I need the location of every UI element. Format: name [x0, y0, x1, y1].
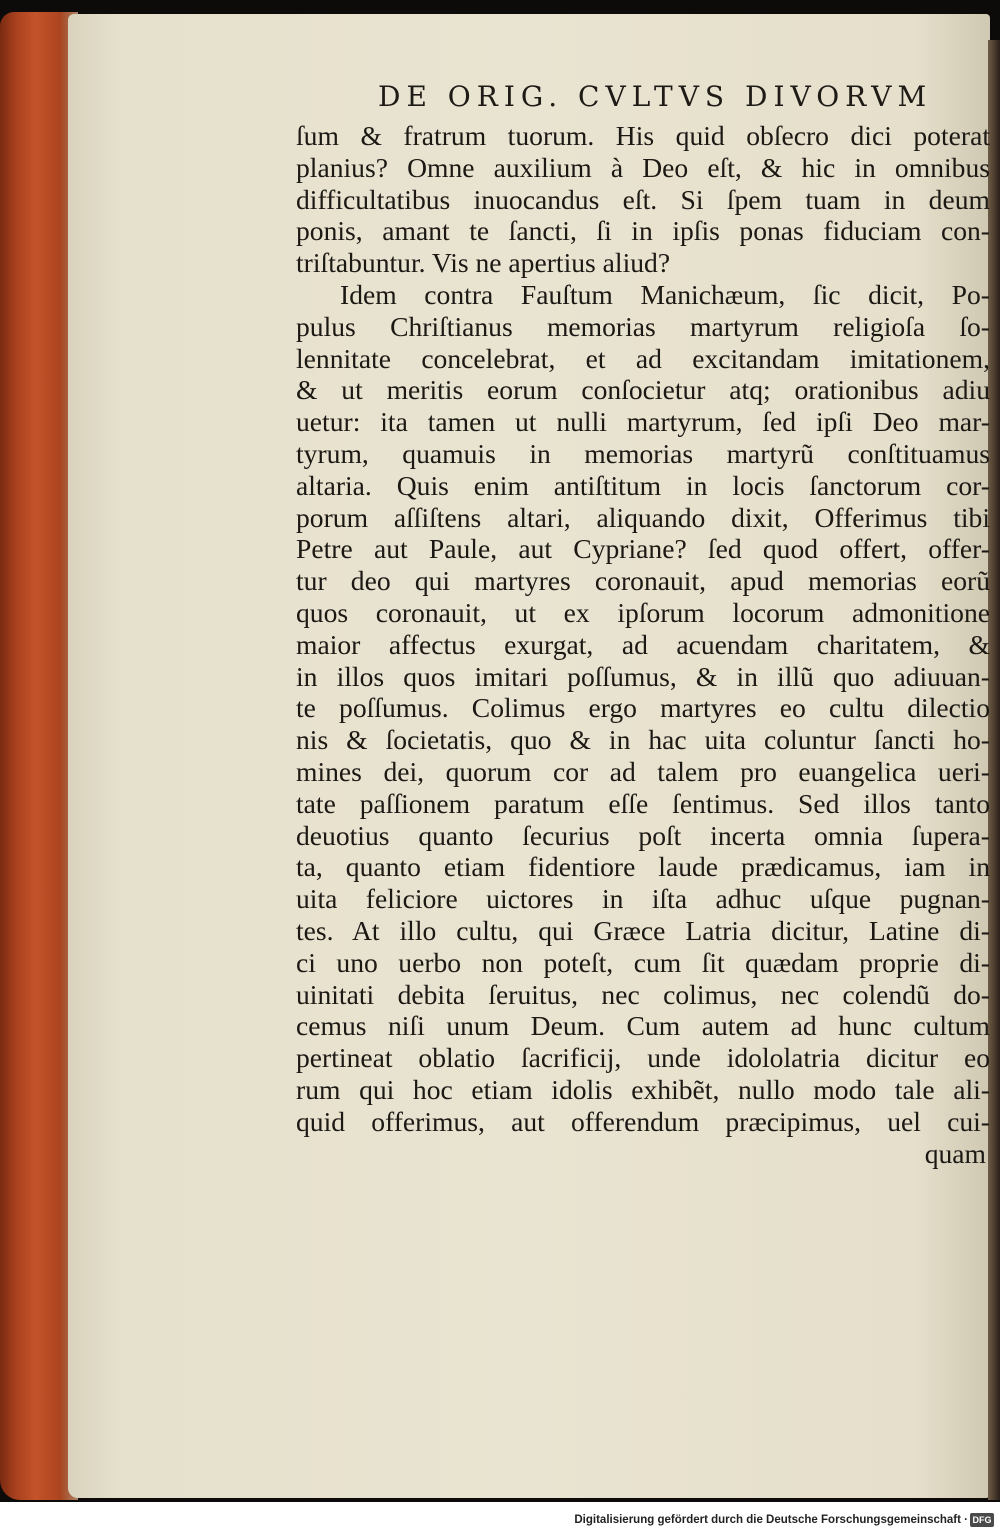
text-line: tyrum, quamuis in memorias martyrũ conſtituamus — [296, 437, 990, 469]
red-page-edge — [0, 12, 78, 1500]
text-line: ponis, amant te ſancti, ſi in ipſis ponas fiduciam con- — [296, 215, 990, 247]
text-line: porum aſſiſtens altari, aliquando dixit, Offerimus tibi — [296, 501, 990, 533]
text-line: tes. At illo cultu, qui Græce Latria dicitur, Latine di- — [296, 914, 990, 946]
text-line: ſum & fratrum tuorum. His quid obſecro dici poterat — [296, 120, 990, 151]
text-line: Petre aut Paule, aut Cypriane? ſed quod offert, offer- — [296, 533, 990, 565]
text-line: nis & ſocietatis, quo & in hac uita coluntur ſancti ho- — [296, 724, 990, 756]
text-line: Idem contra Fauſtum Manichæum, ſic dicit, Po- — [340, 278, 990, 310]
text-line: lennitate concelebrat, et ad excitandam imitationem, — [296, 342, 990, 374]
text-line: ta, quanto etiam fidentiore laude prædicamus, iam in — [296, 851, 990, 883]
text-line: cemus niſi unum Deum. Cum autem ad hunc cultum — [296, 1010, 990, 1042]
footer-bar — [0, 1502, 1000, 1532]
text-line: deuotius quanto ſecurius poſt incerta omnia ſupera- — [296, 819, 990, 851]
text-line: tate paſſionem paratum eſſe ſentimus. Sed illos tanto — [296, 787, 990, 819]
text-line: difficultatibus inuocandus eſt. Si ſpem tuam in deum — [296, 183, 990, 215]
text-line: uinitati debita ſeruitus, nec colimus, nec colendũ do- — [296, 978, 990, 1010]
text-line: uita feliciore uictores in iſta adhuc uſque pugnan- — [296, 883, 990, 915]
text-line: mines dei, quorum cor ad talem pro euangelica ueri- — [296, 755, 990, 787]
text-line: rum qui hoc etiam idolis exhibẽt, nullo modo tale ali- — [296, 1073, 990, 1105]
text-line: quid offerimus, aut offerendum præcipimus, uel cui- — [296, 1105, 990, 1137]
text-line: planius? Omne auxilium à Deo eſt, & hic in omnibus — [296, 151, 990, 183]
text-line: in illos quos imitari poſſumus, & in illũ quo adiuuan- — [296, 660, 990, 692]
text-line: ci uno uerbo non poteſt, cum ſit quædam proprie di- — [296, 946, 990, 978]
text-line: & ut meritis eorum conſocietur atq; orationibus adiu — [296, 374, 990, 406]
footer-credit: Digitalisierung gefördert durch die Deutsche Forschungsgemeinschaft · — [574, 1514, 968, 1526]
text-line: pertineat oblatio ſacrificij, unde idololatria dicitur eo — [296, 1042, 990, 1074]
text-line: quos coronauit, ut ex ipſorum locorum admonitione — [296, 596, 990, 628]
text-line: triſtabuntur. Vis ne apertius aliud? — [296, 247, 671, 279]
body-text — [296, 120, 990, 1169]
catchword: quam — [924, 1137, 986, 1169]
text-line: uetur: ita tamen ut nulli martyrum, ſed ipſi Deo mar- — [296, 406, 990, 438]
text-line: pulus Chriſtianus memorias martyrum religioſa ſo- — [296, 310, 990, 342]
text-line: maior affectus exurgat, ad acuendam charitatem, & — [296, 628, 990, 660]
text-line: te poſſumus. Colimus ergo martyres eo cultu dilectio — [296, 692, 990, 724]
text-line: tur deo qui martyres coronauit, apud memorias eorũ — [296, 565, 990, 597]
text-line: altaria. Quis enim antiſtitum in locis ſanctorum cor- — [296, 469, 990, 501]
dfg-logo-icon: DFG — [970, 1513, 994, 1527]
running-head: DE ORIG. CVLTVS DIVORVM — [378, 80, 933, 113]
